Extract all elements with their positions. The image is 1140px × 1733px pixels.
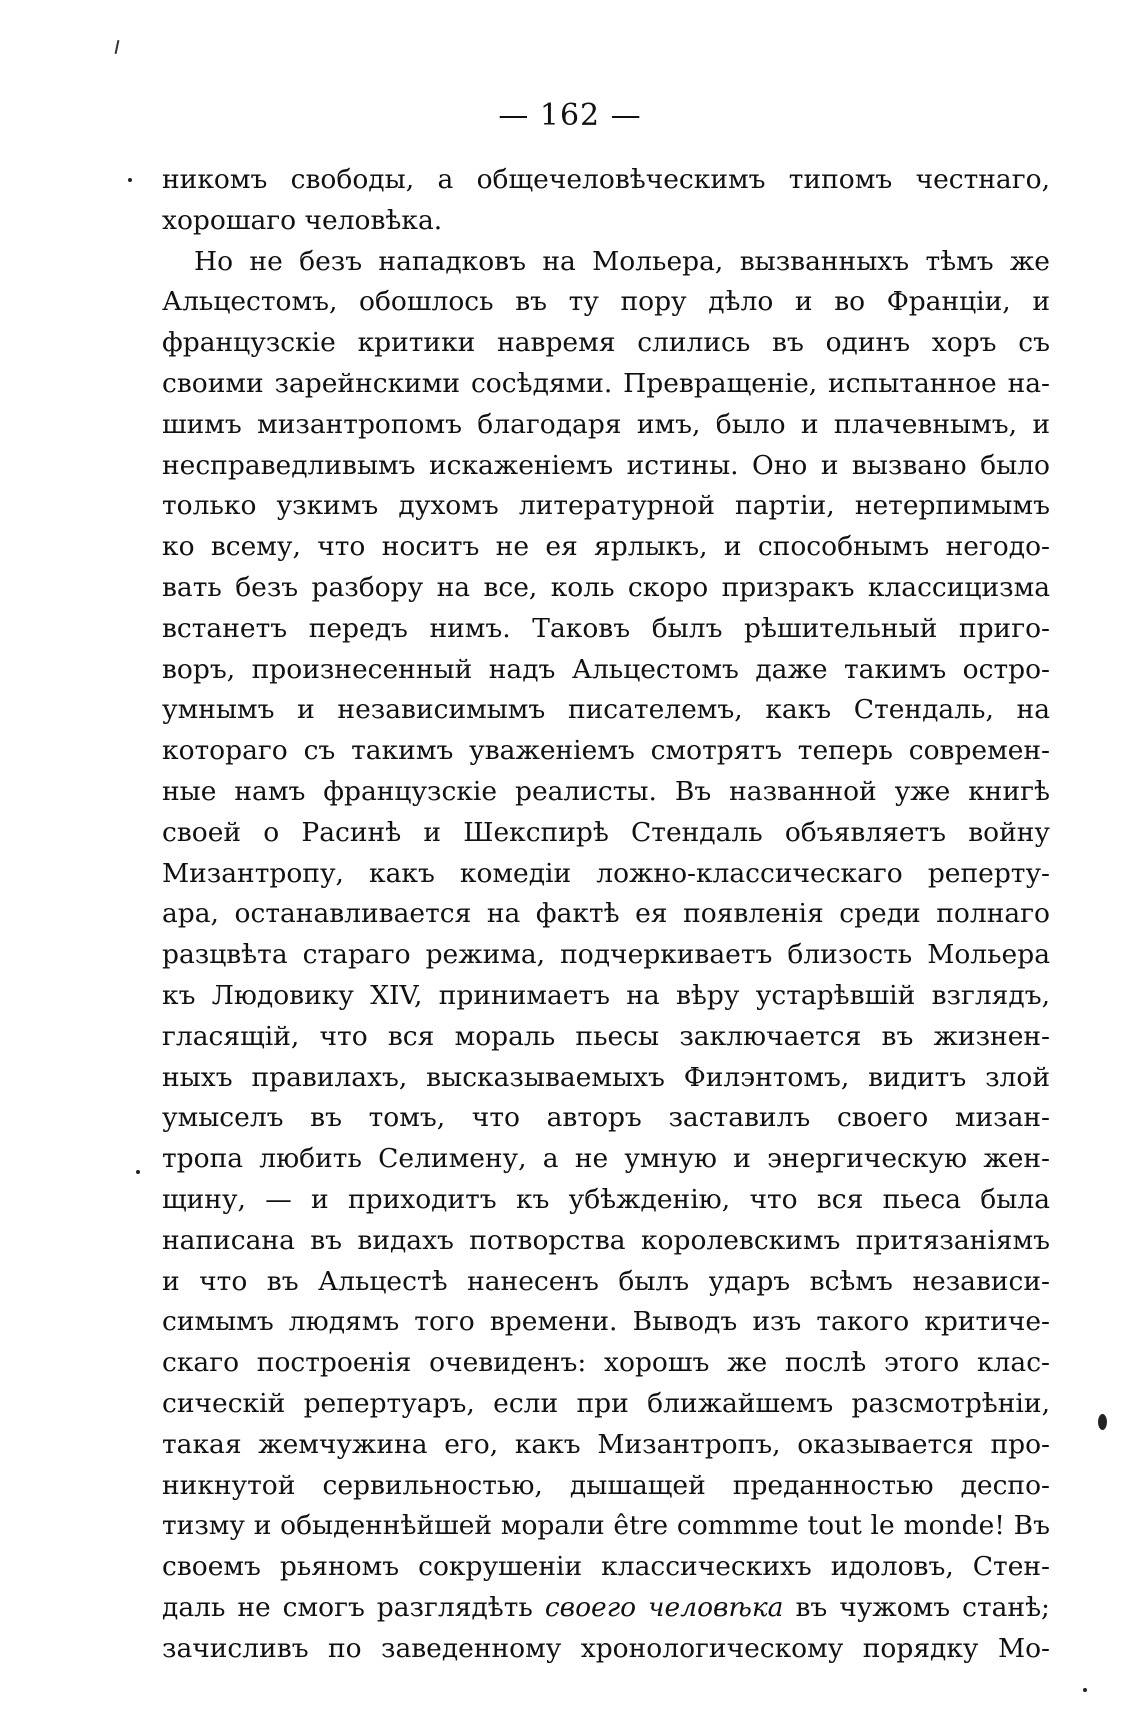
text-line: разцвѣта стараго режима, подчеркиваетъ близость Мольера — [162, 939, 1050, 971]
margin-dot-mark — [128, 178, 132, 182]
text-line: написана въ видахъ потворства королевскимъ притязаніямъ — [162, 1224, 1050, 1256]
text-line: умнымъ и независимымъ писателемъ, какъ Стендаль, на — [162, 694, 1050, 726]
text-line: ные намъ французскіе реалисты. Въ названной уже книгѣ — [162, 775, 1050, 807]
text-line: никомъ свободы, а общечеловѣческимъ типомъ честнаго, — [162, 164, 1050, 195]
text-line: хорошаго человѣка. — [162, 204, 443, 236]
text-line: симымъ людямъ того времени. Выводъ изъ такого критиче- — [162, 1306, 1050, 1338]
text-line: гласящій, что вся мораль пьесы заключается въ жизнен- — [162, 1020, 1050, 1052]
text-line: такая жемчужина его, какъ Мизантропъ, оказывается про- — [162, 1428, 1050, 1460]
text-line: ко всему, что носитъ не ея ярлыкъ, и способнымъ негодо- — [162, 531, 1050, 563]
margin-ink-blot — [1098, 1414, 1107, 1430]
text-segment: въ чужомъ станѣ; — [795, 1591, 1050, 1623]
text-line: вать безъ разбору на все, коль скоро призракъ классицизма — [162, 571, 1050, 603]
text-line: тизму и обыденнѣйшей морали être commme tout le monde! Въ — [162, 1510, 1050, 1542]
text-line: къ Людовику XIV, принимаетъ на вѣру устарѣвшій взглядъ, — [162, 979, 1050, 1011]
text-line: французскіе критики навремя слились въ одинъ хоръ съ — [162, 327, 1050, 359]
margin-stroke-mark — [115, 40, 120, 54]
text-line: сическій репертуаръ, если при ближайшемъ разсмотрѣніи, — [162, 1387, 1050, 1419]
text-line: умыселъ въ томъ, что авторъ заставилъ своего мизан- — [162, 1102, 1050, 1134]
italic-phrase: своего человѣка — [544, 1591, 784, 1623]
text-line: никнутой сервильностью, дышащей преданностью деспо- — [162, 1469, 1050, 1501]
body-text — [162, 160, 1050, 1669]
text-line: скаго построенія очевиденъ: хорошъ же послѣ этого клас- — [162, 1347, 1050, 1379]
text-line: и что въ Альцестѣ нанесенъ былъ ударъ всѣмъ независи- — [162, 1265, 1050, 1297]
text-line: своей о Расинѣ и Шекспирѣ Стендаль объявляетъ войну — [162, 816, 1050, 848]
text-line: котораго съ такимъ уваженіемъ смотрятъ теперь современ- — [162, 735, 1050, 767]
text-line: несправедливымъ искаженіемъ истины. Оно и вызвано было — [162, 449, 1050, 481]
text-line: встанетъ передъ нимъ. Таковъ былъ рѣшительный приго- — [162, 612, 1050, 644]
text-line: Но не безъ нападковъ на Мольера, вызванныхъ тѣмъ же — [194, 245, 1050, 277]
text-line: Мизантропу, какъ комедіи ложно-классическаго реперту- — [162, 857, 1050, 889]
text-line: ара, останавливается на фактѣ ея появленія среди полнаго — [162, 898, 1050, 930]
text-line: зачисливъ по заведенному хронологическому порядку Мо- — [162, 1632, 1050, 1664]
page-number: — 162 — — [498, 98, 642, 133]
text-line: воръ, произнесенный надъ Альцестомъ даже такимъ остро- — [162, 653, 1050, 685]
text-segment: даль не смогъ разглядѣть — [162, 1591, 533, 1623]
text-line: только узкимъ духомъ литературной партіи, нетерпимымъ — [162, 490, 1050, 522]
margin-dot-mark — [136, 1170, 140, 1174]
text-line: ныхъ правилахъ, высказываемыхъ Филэнтомъ, видитъ злой — [162, 1061, 1050, 1093]
text-line: щину, — и приходитъ къ убѣжденію, что вся пьеса была — [162, 1183, 1050, 1215]
text-line — [162, 1588, 1050, 1629]
text-line: тропа любить Селимену, а не умную и энергическую жен- — [162, 1143, 1050, 1175]
text-line: шимъ мизантропомъ благодаря имъ, было и плачевнымъ, и — [162, 408, 1050, 440]
text-line: Альцестомъ, обошлось въ ту пору дѣло и во Франціи, и — [162, 286, 1050, 318]
margin-dot-mark — [1083, 1688, 1087, 1692]
text-line: своемъ рьяномъ сокрушеніи классическихъ идоловъ, Стен- — [162, 1551, 1050, 1583]
text-line: своими зарейнскими сосѣдями. Превращеніе, испытанное на- — [162, 367, 1050, 399]
